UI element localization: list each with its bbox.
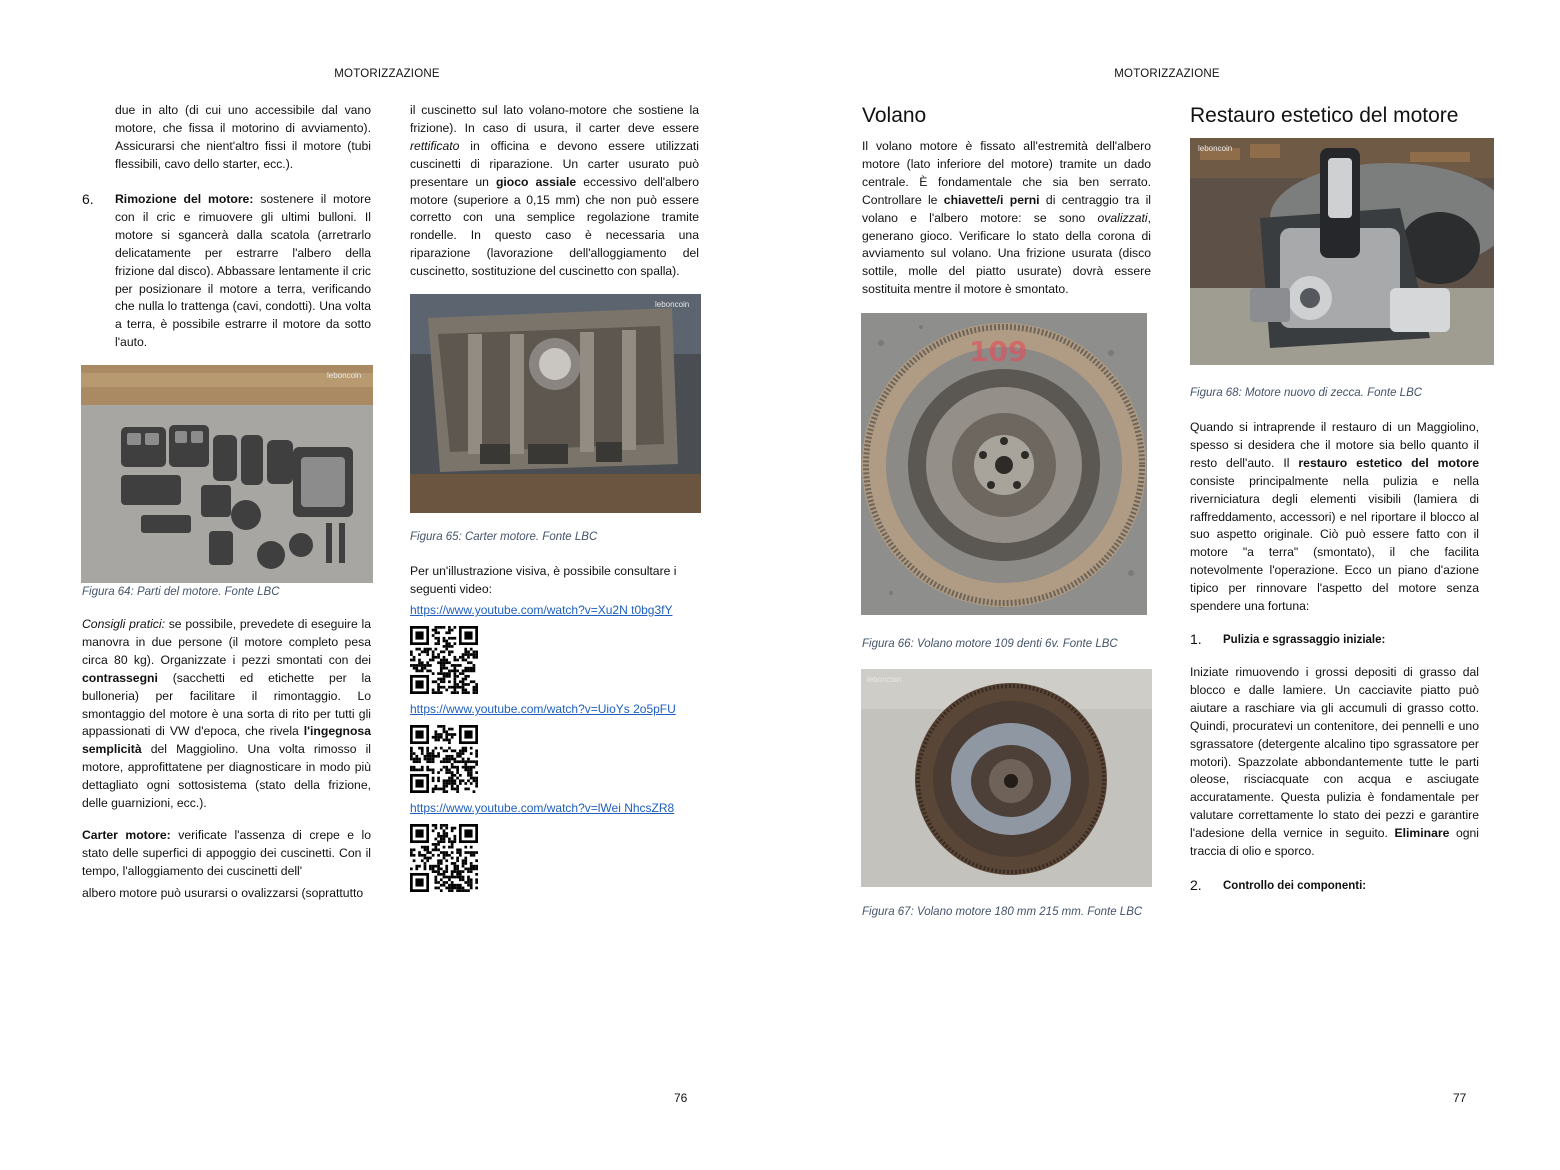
step-title-cleaning: Pulizia e sgrassaggio iniziale:: [1223, 634, 1386, 646]
figure-66-flywheel: [861, 313, 1147, 615]
list-item-continuation: due in alto (di cui uno accessibile dal vano motore, che fissa il motorino di avviamento). Assicurarsi che nient'altro fissi il motore (tubi flessibili, cavo dello starter, ecc.).: [115, 103, 371, 171]
step-engine-removal: Rimozione del motore: sostenere il motore con il cric e rimuovere gli ultimi bulloni. Il motore si sgancerà dalla scatola (arretrarlo delicatamente per estrarre l'albero della frizione dal disco). Abbassare lentamente il cric per posizionare il motore a terra, verificando che nulla lo trattenga (cavi, condotti). Una volta a terra, è possibile estrarre il motore da sotto l'auto.: [115, 192, 371, 350]
step-title-components-check: Controllo dei componenti:: [1223, 880, 1367, 892]
right-page: [780, 0, 1560, 1170]
figure-67-caption: Figura 67: Volano motore 180 mm 215 mm. Fonte LBC: [862, 906, 1143, 918]
step-number: 2.: [1190, 877, 1202, 893]
qr-code-icon: [410, 824, 478, 892]
figure-64-engine-parts: [81, 365, 373, 583]
figure-66-caption: Figura 66: Volano motore 109 denti 6v. Fonte LBC: [862, 638, 1118, 650]
flywheel-paragraph: Il volano motore è fissato all'estremità dell'albero motore (lato inferiore del motore) tramite un dado centrale. È fondamentale che sia ben serrato. Controllare le chiavette/i perni di centraggio tra il volano e l'albero motore: se sono ovalizzati, generano gioco. Verificare lo stato della corona di avviamento sul volano. Una frizione usurata (disco sottile, molle del piatto usurate) dovrà essere sostituita mentre il motore è smontato.: [862, 139, 1151, 297]
running-header: MOTORIZZAZIONE: [1114, 68, 1220, 80]
figure-68-caption: Figura 68: Motore nuovo di zecca. Fonte LBC: [1190, 387, 1423, 399]
section-title-engine-restoration: Restauro estetico del motore: [1190, 104, 1459, 127]
crankcase-wear-paragraph: il cuscinetto sul lato volano-motore che sostiene la frizione). In caso di usura, il carter deve essere rettificato in officina e devono essere utilizzati cuscinetti di riparazione. Un carter usurato può presentare un gioco assiale eccessivo dell'albero motore (superiore a 0,15 mm) che non può essere corretto con una semplice regolazione tramite rondelle. In questo caso è necessaria una riparazione (lavorazione dell'alloggiamento del cuscinetto, sostituzione del cuscinetto con spalla).: [410, 103, 699, 279]
flywheel-marking: 109: [969, 335, 1028, 368]
video-link-3[interactable]: https://www.youtube.com/watch?v=lWei NhcsZR8: [410, 801, 675, 815]
figure-67-flywheel: [861, 669, 1152, 887]
page-number: 76: [674, 1091, 688, 1105]
step-number: 1.: [1190, 631, 1202, 647]
watermark: leboncoin: [655, 300, 690, 309]
video-intro: Per un'illustrazione visiva, è possibile consultare i seguenti video:: [410, 564, 677, 596]
step-number: 6.: [82, 191, 94, 207]
practical-tips-paragraph: Consigli pratici: se possibile, prevedete di eseguire la manovra in due persone (il motore completo pesa circa 80 kg). Organizzate i pezzi smontati con dei contrassegni (sacchetti ed etichette per la bulloneria) per facilitare il rimontaggio. Lo smontaggio del motore è una sorta di rito per tutti gli appassionati di VW d'epoca, che rivela l'ingegnosa semplicità del Maggiolino. Una volta rimosso il motore, approfittatene per diagnosticare in modo più dettagliato ogni sottosistema (stato della frizione, delle guarnizioni, ecc.).: [82, 617, 371, 811]
engine-case-paragraph: Carter motore: verificate l'assenza di crepe e lo stato delle superfici di appoggio dei cuscinetti. Con il tempo, l'alloggiamento dei cuscinetti dell': [82, 828, 372, 878]
video-link-2[interactable]: https://www.youtube.com/watch?v=UioYs 2o5pFU: [410, 702, 676, 716]
video-link-1[interactable]: https://www.youtube.com/watch?v=Xu2N t0bg3fY: [410, 603, 673, 617]
section-title-flywheel: Volano: [862, 104, 927, 127]
running-header: MOTORIZZAZIONE: [334, 68, 440, 80]
watermark: leboncoin: [327, 371, 362, 380]
engine-case-paragraph-continued: albero motore può usurarsi o ovalizzarsi (soprattutto: [82, 886, 364, 900]
figure-68-new-engine: [1190, 138, 1494, 365]
figure-65-crankcase: [410, 294, 701, 513]
qr-code-icon: [410, 626, 478, 694]
step-title: Rimozione del motore:: [115, 192, 254, 206]
figure-64-caption: Figura 64: Parti del motore. Fonte LBC: [82, 586, 280, 598]
watermark: leboncoin: [867, 675, 902, 684]
restoration-intro-paragraph: Quando si intraprende il restauro di un Maggiolino, spesso si desidera che il motore sia bello quanto il resto dell'auto. Il restauro estetico del motore consiste principalmente nella pulizia e nella riverniciatura degli elementi visibili (lamiera di raffreddamento, accessori) e nel riportare il blocco al suo aspetto originale. Ciò può essere fatto con il motore "a terra" (smontato), il che facilita notevolmente l'operazione. Ecco un piano d'azione tipico per rinnovare l'aspetto del motore senza spendere una fortuna:: [1190, 420, 1479, 614]
cleaning-paragraph: Iniziate rimuovendo i grossi depositi di grasso dal blocco e dalle lamiere. Un cacciavite piatto può aiutare a raschiare via gli accumuli di grasso cotto. Quindi, procuratevi un contenitore, dei pennelli e uno sgrassatore (detergente alcalino tipo sgrassatore per motori). Spazzolate abbondantemente tutte le parti oleose, risciacquate con acqua e asciugate accuratamente. Questa pulizia è fondamentale per valutare correttamente lo stato dei pezzi e garantire l'adesione della vernice in seguito. Eliminare ogni traccia di olio e sporco.: [1190, 665, 1479, 859]
watermark: leboncoin: [1198, 144, 1233, 153]
figure-65-caption: Figura 65: Carter motore. Fonte LBC: [410, 531, 598, 543]
page-number: 77: [1453, 1091, 1467, 1105]
qr-code-icon: [410, 725, 478, 793]
